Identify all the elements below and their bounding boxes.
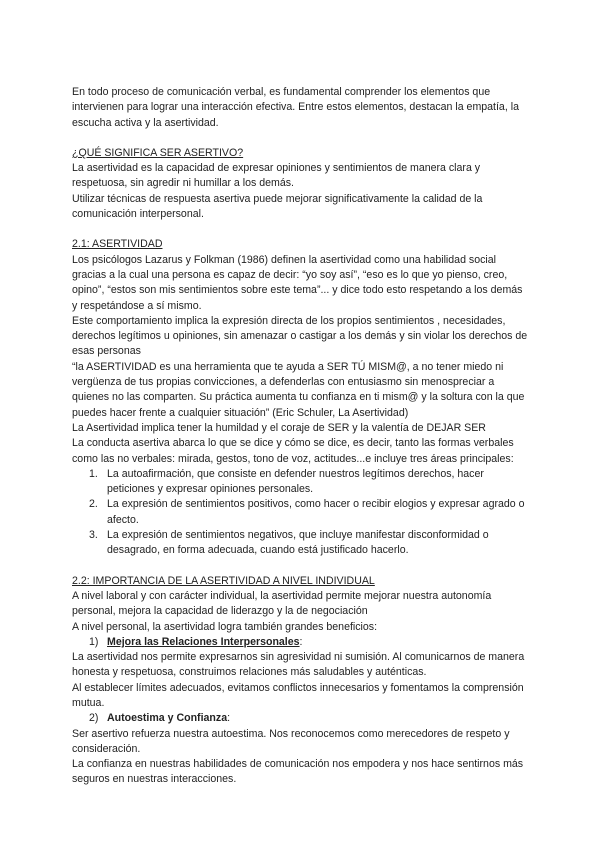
list-item [72, 467, 528, 498]
paragraph: Utilizar técnicas de respuesta asertiva puede mejorar significativamente la calidad de la comunicación interpersonal. [72, 192, 483, 221]
paragraph: La asertividad nos permite expresarnos sin agresividad ni sumisión. Al comunicarnos de manera honesta y respetuosa, construimos relaciones más saludables y auténticas. [72, 651, 525, 679]
areas-list [72, 467, 528, 559]
paragraph: La Asertividad implica tener la humildad y el coraje de SER y la valentía de DEJAR SER [72, 421, 486, 434]
paragraph: La confianza en nuestras habilidades de comunicación nos empodera y nos hace sentirnos más seguros en nuestras interacciones. [72, 758, 524, 786]
list-item [72, 497, 528, 528]
section-heading-asertivo: ¿QUÉ SIGNIFICA SER ASERTIVO? [72, 146, 244, 159]
benefit-suffix: : [227, 712, 231, 725]
benefit-title: Mejora las Relaciones Interpersonales [107, 635, 300, 648]
benefit-heading [72, 711, 528, 726]
section-heading-asertividad: 2.1: ASERTIVIDAD [72, 238, 163, 251]
benefit-heading [72, 635, 528, 650]
list-number: 2. [89, 498, 98, 511]
list-number: 3. [89, 529, 98, 542]
benefit-number: 2) [89, 712, 99, 725]
paragraph: La conducta asertiva abarca lo que se dice y cómo se dice, es decir, tanto las formas verbales como las no verbales: mirada, gestos, tono de voz, actitudes...e incluye tres áreas principales: [72, 437, 514, 465]
list-text: La expresión de sentimientos negativos, que incluye manifestar disconformidad o desagrado, en forma adecuada, cuando está justificado hacerlo. [107, 529, 489, 557]
benefit-suffix: : [299, 635, 303, 648]
document-page [72, 85, 528, 788]
paragraph: A nivel laboral y con carácter individual, la asertividad permite mejorar nuestra autonomía personal, mejora la capacidad de liderazgo y la de negociación [72, 589, 492, 618]
paragraph: Este comportamiento implica la expresión directa de los propios sentimientos , necesidades, derechos legítimos u opiniones, sin amenazar o castigar a los demás y sin violar los derechos de esas personas [72, 314, 528, 358]
list-text: La autoafirmación, que consiste en defender nuestros legítimos derechos, hacer peticiones y expresar opiniones personales. [107, 467, 484, 496]
paragraph: Al establecer límites adecuados, evitamos conflictos innecesarios y fomentamos la comprensión mutua. [72, 681, 524, 709]
list-number: 1. [89, 467, 98, 480]
paragraph: Los psicólogos Lazarus y Folkman (1986) definen la asertividad como una habilidad social gracias a la cual una persona es capaz de decir: “yo soy así”, “eso es lo que yo pienso, creo, opino”, “estos son mis sentimientos sobre este tema”... y dice todo esto respetando a los demás y respetándose a sí mismo. [72, 253, 523, 312]
paragraph: La asertividad es la capacidad de expresar opiniones y sentimientos de manera clara y respetuosa, sin agredir ni humillar a los demás. [72, 162, 481, 190]
benefit-number: 1) [89, 635, 99, 648]
quote-paragraph: “la ASERTIVIDAD es una herramienta que te ayuda a SER TÚ MISM@, a no tener miedo ni vergüenza de tus propias convicciones, a defenderlas con entusiasmo sin menospreciar a quienes no las comparten. Su práctica aumenta tu confianza en ti mism@ y la soltura con la que puedes hacer frente a cualquier situación” (Eric Schuler, La Asertividad) [72, 360, 525, 419]
intro-paragraph: En todo proceso de comunicación verbal, es fundamental comprender los elementos que intervienen para lograr una interacción efectiva. Entre estos elementos, destacan la empatía, la escucha activa y la asertividad. [72, 86, 519, 129]
paragraph: Ser asertivo refuerza nuestra autoestima. Nos reconocemos como merecedores de respeto y consideración. [72, 727, 510, 755]
benefit-title: Autoestima y Confianza [107, 712, 228, 725]
paragraph: A nivel personal, la asertividad logra también grandes beneficios: [72, 620, 378, 633]
list-text: La expresión de sentimientos positivos, como hacer o recibir elogios y expresar agrado o afecto. [107, 498, 525, 526]
section-heading-importancia: 2.2: IMPORTANCIA DE LA ASERTIVIDAD A NIVEL INDIVIDUAL [72, 574, 375, 587]
list-item [72, 528, 528, 559]
